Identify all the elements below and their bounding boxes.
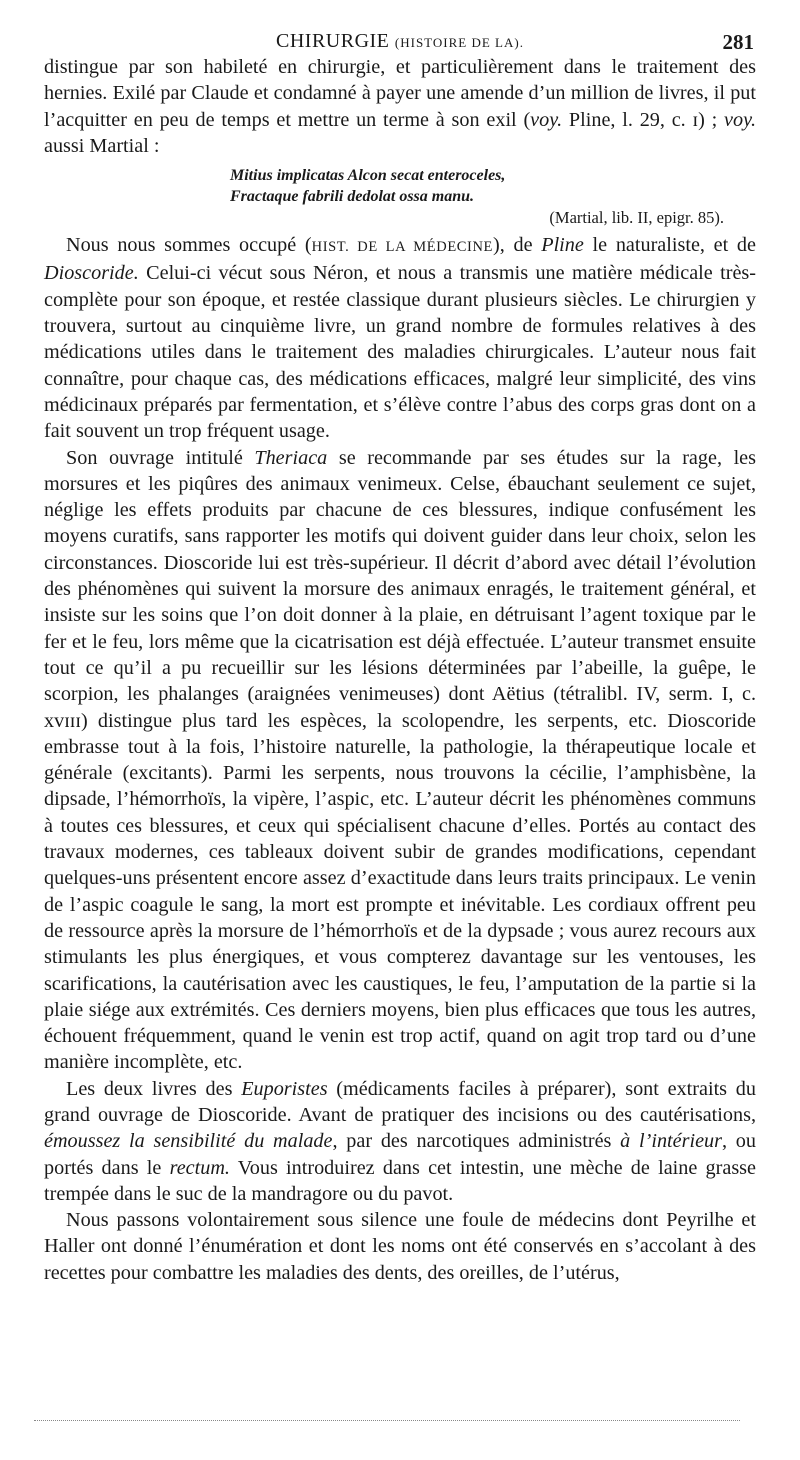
quotation-line-1: Mitius implicatas Alcon secat enteroceles, [230,167,506,185]
footer-rule [34,1420,740,1421]
running-title [44,30,756,53]
running-title-sub: (HISTOIRE DE LA). [394,35,524,50]
page-number: 281 [722,30,754,54]
text-run: Celui-ci vécut sous Néron, et nous a transmis une matière médicale très-complète pour son époque, et restée classique durant plusieurs siècles. Le chirurgien y trouvera, surtout au cinquième livre, un grand nombre de formules relatives à des médications utiles dans le traitement des maladies chirurgicales. L’auteur nous fait connaître, pour chaque cas, des médications efficaces, malgré leur simplicité, des vins médicinaux préparés par fermentation, et s’élève contre l’abus des corps gras dont on a fait souvent un trop fréquent usage. [44,262,756,443]
text-run: Les deux livres des [66,1077,242,1100]
text-run: distingue par son habileté en chirurgie, et particulièrement dans le traitement des hernies. Exilé par Claude et condamné à payer une amende d’un million de livres, il put l’acquitter en peu de temps et mettre un terme à son exil ( [44,56,756,131]
italic-run: voy. [530,108,563,131]
quotation-line-2: Fractaque fabrili dedolat ossa manu. [230,188,475,206]
italic-run: à l’intérieur [620,1130,722,1153]
text-run: (médicaments faciles à préparer), sont extraits du grand ouvrage de Dioscoride. Avant de pratiquer des incisions ou des cautérisations, [44,1077,756,1126]
latin-quotation [230,165,756,228]
text-run: se recommande par ses études sur la rage, les morsures et les piqûres des animaux venimeux. Celse, ébauchant seulement ce sujet, néglige les effets produits par chacune de ces blessures, indique confusément les moyens curatifs, sans rapporter les motifs qui doivent guider dans leur choix, selon les circonstances. Dioscoride lui est très-supérieur. Il décrit d’abord avec détail l’évolution des phénomènes qui suivent la morsure des animaux enragés, le traitement général, et insiste sur les soins que l’on doit donner à la plaie, en détruisant l’agent toxique par le fer et le feu, lors même que la cicatrisation est déjà effectuée. L’auteur transmet ensuite tout ce qu’il a pu recueillir sur les lésions déterminées par l’abeille, la guêpe, le scorpion, les phalanges (araignées venimeuses) dont Aëtius (tétralibl. IV, serm. I, c. xvɪɪɪ) distingue plus tard les espèces, la scolopendre, les serpents, etc. Dioscoride embrasse tout à la fois, l’histoire naturelle, la pathologie, la thérapeutique locale et générale (excitants). Parmi les serpents, nous trouvons la cécilie, l’amphisbène, la dipsade, l’hémorrhoïs, la vipère, l’aspic, etc. L’auteur décrit les phénomènes communs à toutes ces blessures, et ceux qui spécialisent chacune d’elles. Portés au contact des travaux modernes, ces tableaux doivent subir de grandes modifications, cependant quelques-uns présentent encore assez d’exactitude dans leurs traits principaux. Le venin de l’aspic coagule le sang, la mort est prompte et inévitable. Les cordiaux offrent peu de ressource après la morsure de l’hémorrhoïs et de la dypsade ; vous aurez recours aux stimulants les plus énergiques, et vous compterez davantage sur les ventouses, les scarifications, la cautérisation avec les caustiques, le feu, l’amputation de la partie si la plaie siége aux extrémités. Ces derniers moyens, bien plus efficaces que tous les autres, échouent fréquemment, quand le venin est trop actif, quand on agit trop tard ou d’une manière incomplète, etc. [44,446,756,1074]
small-caps-run: HIST. DE LA MÉDECINE [311,239,493,256]
quotation-source: (Martial, lib. II, epigr. 85). [549,208,724,228]
text-run: Son ouvrage intitulé [66,446,255,469]
italic-run: voy. [724,108,756,131]
text-run: le naturaliste, et de [583,234,756,257]
italic-run: Dioscoride. [44,262,139,285]
paragraph-5 [44,1207,756,1286]
running-title-main: CHIRURGIE [276,30,390,52]
text-run: Pline, l. 29, c. ɪ) ; [562,108,725,131]
text-run: , ou portés dans le [44,1130,756,1179]
text-run: aussi Martial : [44,134,160,157]
text-run: Nous nous sommes occupé ( [66,234,312,257]
italic-run: émoussez la sensibilité du malade [44,1130,333,1153]
italic-run: Theriaca [254,446,328,469]
paragraph-1 [44,54,756,159]
body-text [44,54,756,1286]
paragraph-4 [44,1076,756,1207]
italic-run: Euporistes [241,1077,328,1100]
text-run: ), de [493,234,542,257]
running-head [44,22,756,54]
text-run: , par des narcotiques administrés [332,1130,621,1153]
italic-run: Pline [541,234,584,257]
text-run: Nous passons volontairement sous silence une foule de médecins dont Peyrilhe et Haller ont donné l’énumération et dont les noms ont été conservés en s’accolant à des recettes pour combattre les maladies des dents, des oreilles, de l’utérus, [44,1209,756,1284]
italic-run: rectum. [169,1156,230,1179]
paragraph-2 [44,232,756,444]
paragraph-3 [44,445,756,1076]
text-run: Vous introduirez dans cet intestin, une mèche de laine grasse trempée dans le suc de la mandragore ou du pavot. [44,1156,756,1205]
